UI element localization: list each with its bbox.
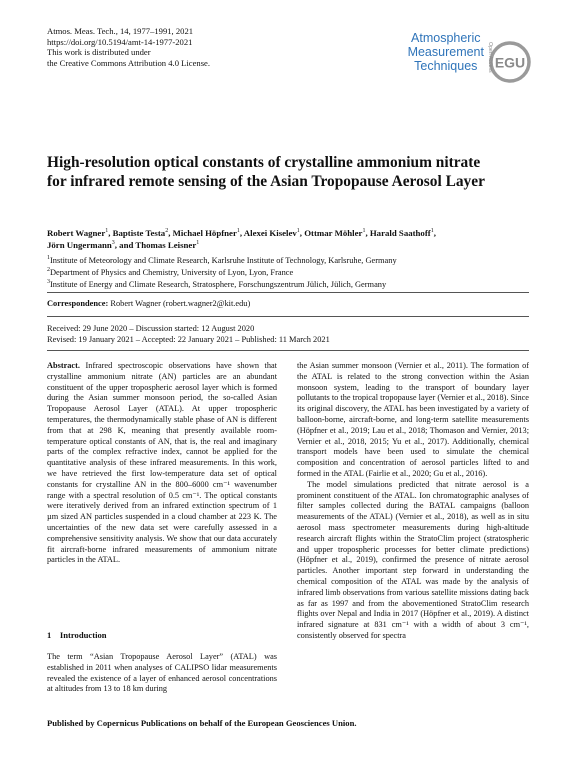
paragraph: The term “Asian Tropopause Aerosol Layer” (ATAL) was established in 2011 when analyses of CALIPSO lidar measurements revealed the existence of a layer of enhanced aerosol concentrations at altitudes from 13 to 18 km during (47, 652, 277, 694)
abstract-label: Abstract. (47, 361, 80, 370)
divider (47, 292, 529, 293)
doi-link[interactable]: https://doi.org/10.5194/amt-14-1977-2021 (47, 36, 193, 47)
paragraph: The model simulations predicted that nitrate aerosol is a prominent constituent of the ATAL. Ion chromatographic analyses of filter samples collected during the BATAL campaigns (balloon measurements of the ATAL) (Vernier et al., 2018), as well as in situ aerosol mass spectrometer measurements during high-altitude research aircraft flights within the StratoClim project (stratospheric and upper tropospheric processes for better climate predictions) (Höpfner et al., 2019), confirmed the presence of nitrate aerosol particles. Another important step forward in understanding the chemical composition of the ATAL was made by the analysis of infrared limb observations from various satellite missions dating back as far as 1997 and from the abovementioned StratoClim research flights over Nepal and India in 2017 (Höpfner et al., 2019). A distinct infrared signature at 831 cm⁻¹ with a width of about 3 cm⁻¹, consistently observed for spectra (297, 479, 529, 640)
paragraph: the Asian summer monsoon (Vernier et al., 2011). The formation of the ATAL is related to the strong convection within the Asian monsoon system, leading to the transport of boundary layer pollutants to the tropical tropopause layer (Vernier et al., 2018). Since its original discovery, the ATAL has been investigated by a variety of balloon-borne, aircraft-borne, and long-term satellite measurements (Höpfner et al., 2019; Lau et al., 2018; Thomason and Vernier, 2013; Vernier et al., 2018, 2015; Yu et al., 2017). Additionally, chemical transport models have been used to simulate the chemical composition and concentration of aerosol particles lifted to and formed in the ATAL (Fairlie et al., 2020; Gu et al., 2016). (297, 361, 529, 478)
journal-name-line: Measurement (407, 45, 484, 59)
affiliation: $^1$Institute of Meteorology and Climate Research, Karlsruhe Institute of Technology, Karlsruhe, Germany (47, 255, 397, 265)
author: Alexei Kiselev$^1$, (243, 228, 305, 238)
section-number: 1 (47, 630, 52, 640)
author: Baptiste Testa$^2$, (112, 228, 173, 238)
citation-block (47, 26, 210, 68)
journal-name-line: Atmospheric (411, 31, 481, 45)
logo-text: EGU (494, 54, 526, 71)
date-line: Received: 29 June 2020 – Discussion started: 12 August 2020 (47, 324, 255, 333)
divider (47, 316, 529, 317)
journal-name-line: Techniques (414, 59, 478, 73)
abstract (47, 361, 277, 566)
author: Jörn Ungermann$^3$, and (47, 240, 136, 250)
author-list (47, 227, 527, 251)
affiliation: $^2$Department of Physics and Chemistry, University of Lyon, Lyon, France (47, 267, 294, 277)
paper-title: High-resolution optical constants of crystalline ammonium nitrate for infrared remote sensing of the Asian Tropopause Aerosol Layer (47, 154, 485, 190)
publisher-footer: Published by Copernicus Publications on behalf of the European Geosciences Union. (47, 718, 357, 728)
right-column (297, 361, 529, 642)
journal-name (408, 31, 484, 73)
author: Thomas Leisner$^1$ (135, 240, 200, 250)
introduction-text (47, 652, 277, 695)
affiliation: $^3$Institute of Energy and Climate Research, Stratosphere, Forschungszentrum Jülich, Jülich, Germany (47, 279, 387, 289)
section-title: Introduction (59, 630, 107, 640)
author: Michael Höpfner$^1$, (172, 228, 244, 238)
divider (47, 350, 529, 351)
author: Harald Saathoff$^1$, (369, 228, 436, 238)
section-heading (47, 630, 107, 640)
correspondence (47, 298, 250, 309)
author: Ottmar Möhler$^1$, (304, 228, 370, 238)
publication-dates (47, 323, 330, 345)
abstract-text: Infrared spectroscopic observations have shown that crystalline ammonium nitrate (AN) particles are an abundant constituent of the upper tropospheric aerosol layer which is formed during the Asian summer monsoon period, the so-called Asian Tropopause Aerosol Layer (ATAL). At upper tropospheric temperatures, the thermodynamically stable phase of AN is different from that at 298 K, meaning that presently available room-temperature optical constants of AN, that is, the real and imaginary parts of the complex refractive index, cannot be applied for the quantitative analysis of these infrared measurements. In this work, we have retrieved the first low-temperature data set of optical constants for crystalline AN in the 800–6000 cm⁻¹ wavenumber range with a spectral resolution of 0.5 cm⁻¹. The optical constants were iteratively derived from an infrared extinction spectrum of 1 µm sized AN particles suspended in a cloud chamber at 223 K. The uncertainties of the new data set were carefully assessed in a comprehensive sensitivity analysis. We show that our data accurately fit aircraft-borne infrared measurements of ammonium nitrate particles in the ATAL. (47, 361, 277, 565)
date-line: Revised: 19 January 2021 – Accepted: 22 January 2021 – Published: 11 March 2021 (47, 335, 330, 345)
affiliations (47, 255, 527, 291)
correspondence-label: Correspondence: (47, 299, 109, 308)
author: Robert Wagner$^1$, (47, 228, 113, 238)
egu-logo-icon (478, 34, 534, 90)
license-line: the Creative Commons Attribution 4.0 License. (47, 57, 211, 68)
license-line: This work is distributed under (47, 47, 151, 57)
open-access-label: Open Access (487, 42, 493, 73)
citation-line: Atmos. Meas. Tech., 14, 1977–1991, 2021 (47, 26, 194, 36)
correspondence-email[interactable]: Robert Wagner (robert.wagner2@kit.edu) (110, 299, 251, 308)
